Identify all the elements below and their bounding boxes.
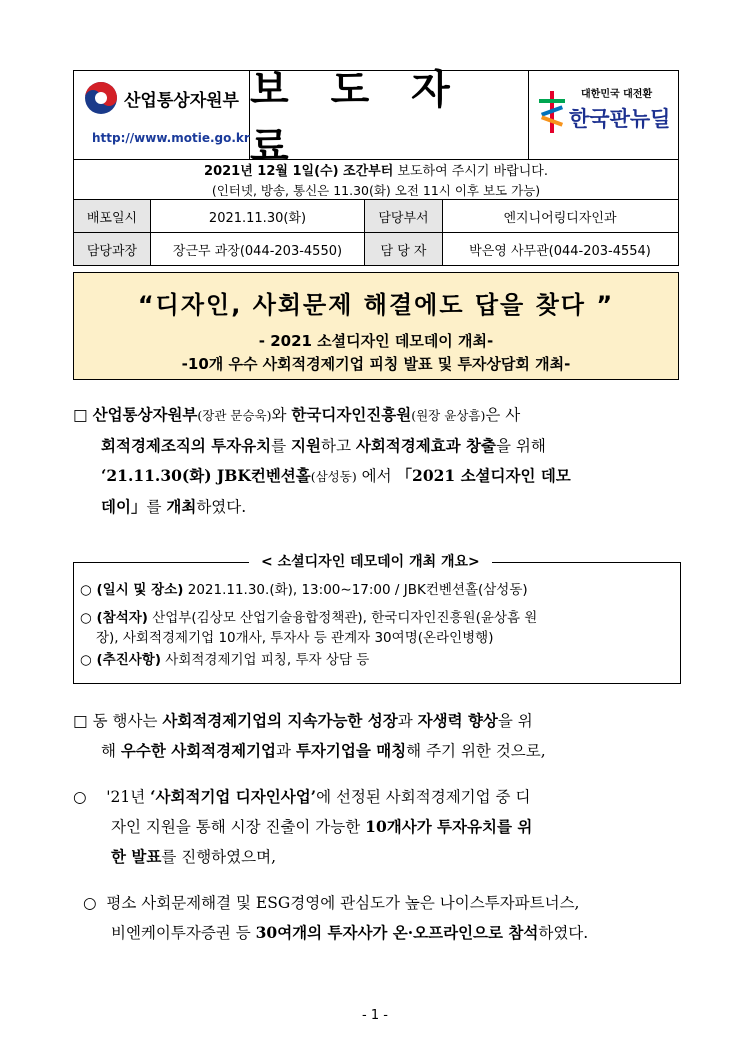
headline-subtitle-2: -10개 우수 사회적경제기업 피칭 발표 및 투자상담회 개최- bbox=[181, 355, 571, 373]
manager-value: 장근무 과장(044-203-4550) bbox=[150, 233, 364, 265]
text-hae: 해 bbox=[101, 742, 121, 760]
text-investment: 회적경제조직의 투자유치 bbox=[101, 436, 272, 455]
text-reul-2: 를 bbox=[146, 498, 167, 516]
text-self-reliance: 자생력 향상 bbox=[417, 711, 498, 730]
release-date-label: 배포일시 bbox=[74, 200, 150, 232]
info-row-2 bbox=[74, 232, 678, 265]
circle-bullet: ○ bbox=[73, 788, 87, 806]
square-bullet: □ bbox=[73, 712, 88, 730]
text-excellent: 우수한 사회적경제기업 bbox=[120, 741, 277, 760]
text-past: 하였다. bbox=[196, 498, 247, 516]
text-minister: (장관 문승욱) bbox=[197, 408, 272, 423]
press-release-header bbox=[73, 67, 679, 266]
dept-label: 담당부서 bbox=[364, 200, 442, 232]
headline-title: “디자인, 사회문제 해결에도 답을 찾다 ” bbox=[137, 291, 615, 319]
staff-value: 박은영 사무관(044-203-4554) bbox=[442, 233, 677, 265]
square-bullet: □ bbox=[73, 406, 88, 424]
text-presentation: 한 발표 bbox=[111, 847, 162, 866]
dept-value: 엔지니어링디자인과 bbox=[442, 200, 677, 232]
overview-item-attendees-cont: 장), 사회적경제기업 10개사, 투자사 등 관계자 30여명(온라인병행) bbox=[96, 630, 494, 646]
text-date-venue: ‘21.11.30(화) JBK컨벤션홀 bbox=[101, 466, 311, 485]
text-for: 을 위해 bbox=[496, 437, 546, 455]
text-held: 개최 bbox=[166, 497, 197, 516]
text-samseong: (삼성동) bbox=[310, 469, 357, 484]
text-event-name: 「2021 소셜디자인 데모 bbox=[396, 466, 571, 485]
text-year: '21년 bbox=[106, 788, 151, 806]
release-date-value: 2021.11.30(화) bbox=[150, 200, 364, 232]
text-eul-wi: 을 위 bbox=[497, 712, 533, 730]
brand-tagline: 대한민국 대전환 bbox=[581, 89, 653, 100]
page-number: - 1 - bbox=[362, 1008, 388, 1023]
overview-text-agenda: 사회적경제기업 피칭, 투자 상담 등 bbox=[160, 652, 370, 668]
staff-label: 담 당 자 bbox=[364, 233, 442, 265]
text-purpose-end: 해 주기 위한 것으로, bbox=[406, 742, 546, 760]
text-matching: 투자기업을 매칭 bbox=[295, 741, 407, 760]
text-ten-companies: 10개사가 투자유치를 위 bbox=[365, 817, 533, 836]
embargo-date: 2021년 12월 1일(수) 조간부터 bbox=[204, 164, 394, 179]
text-event-name-end: 데이」 bbox=[101, 497, 147, 516]
taegeuk-emblem-icon bbox=[84, 81, 118, 115]
overview-label-attendees: ○ (참석자) bbox=[80, 610, 148, 626]
info-row-1 bbox=[74, 200, 678, 232]
text-effect: 사회적경제효과 창출 bbox=[355, 436, 496, 455]
headline-box bbox=[73, 272, 679, 380]
text-gwa-2: 과 bbox=[276, 742, 296, 760]
ministry-name: 산업통상자원부 bbox=[124, 91, 239, 111]
overview-item-datetime bbox=[80, 581, 528, 600]
text-gwa: 과 bbox=[397, 712, 418, 730]
text-design-project: ‘사회적기업 디자인사업’ bbox=[150, 787, 317, 806]
paragraph-purpose bbox=[73, 706, 685, 766]
circle-bullet: ○ bbox=[83, 894, 97, 912]
press-release-title: 보 도 자 료 bbox=[250, 67, 464, 170]
new-deal-mark-icon bbox=[539, 91, 565, 133]
text-kidp: 한국디자인진흥원 bbox=[291, 405, 412, 424]
text-eun: 은 사 bbox=[485, 406, 521, 424]
paragraph-intro bbox=[73, 400, 685, 522]
text-thirty-investors: 30여개의 투자사가 온·오프라인으로 참석 bbox=[255, 923, 539, 942]
text-reul: 를 bbox=[271, 437, 292, 455]
text-hago: 하고 bbox=[320, 437, 356, 455]
overview-text-datetime: 2021.11.30.(화), 13:00∼17:00 / JBK컨벤션홀(삼성동) bbox=[183, 582, 528, 598]
text-proceeded: 를 진행하였으며, bbox=[161, 848, 276, 866]
text-attended: 하였다. bbox=[538, 924, 589, 942]
brand-name: 한국판뉴딜 bbox=[569, 107, 671, 131]
text-ministry: 산업통상자원부 bbox=[92, 405, 198, 424]
korean-new-deal-logo bbox=[528, 71, 680, 159]
text-support: 지원 bbox=[291, 436, 321, 455]
text-growth: 사회적경제기업의 지속가능한 성장 bbox=[162, 711, 398, 730]
text-event: 동 행사는 bbox=[92, 712, 163, 730]
ministry-logo-cell bbox=[74, 71, 250, 159]
text-market: 자인 지원을 통해 시장 진출이 가능한 bbox=[111, 818, 366, 836]
text-selected: 에 선정된 사회적경제기업 중 디 bbox=[316, 788, 531, 806]
ministry-url-link[interactable]: http://www.motie.go.kr bbox=[92, 131, 250, 145]
paragraph-pitching bbox=[73, 782, 685, 872]
embargo-online: (인터넷, 방송, 통신은 11.30(화) 오전 11시 이후 보도 가능) bbox=[211, 183, 541, 198]
text-and: 와 bbox=[271, 406, 292, 424]
overview-label-agenda: ○ (추진사항) bbox=[80, 652, 161, 668]
paragraph-investors bbox=[83, 888, 695, 948]
overview-item-agenda bbox=[80, 651, 369, 670]
manager-label: 담당과장 bbox=[74, 233, 150, 265]
embargo-text: 보도하여 주시기 바랍니다. bbox=[393, 164, 548, 179]
text-at: 에서 bbox=[356, 467, 397, 485]
overview-title: < 소셜디자인 데모데이 개최 개요> bbox=[249, 551, 492, 571]
overview-text-attendees: 산업부(김상모 산업기술융합정책관), 한국디자인진흥원(윤상흠 원 bbox=[147, 610, 538, 626]
overview-item-attendees bbox=[80, 609, 537, 628]
headline-subtitle-1: - 2021 소셜디자인 데모데이 개최- bbox=[258, 332, 494, 350]
event-overview-box bbox=[73, 554, 681, 684]
overview-label-datetime: ○ (일시 및 장소) bbox=[80, 582, 184, 598]
text-kidp-head: (원장 윤상흠) bbox=[411, 408, 486, 423]
text-bnk: 비엔케이투자증권 등 bbox=[111, 924, 256, 942]
text-investors-line1: 평소 사회문제해결 및 ESG경영에 관심도가 높은 나이스투자파트너스, bbox=[106, 894, 580, 912]
